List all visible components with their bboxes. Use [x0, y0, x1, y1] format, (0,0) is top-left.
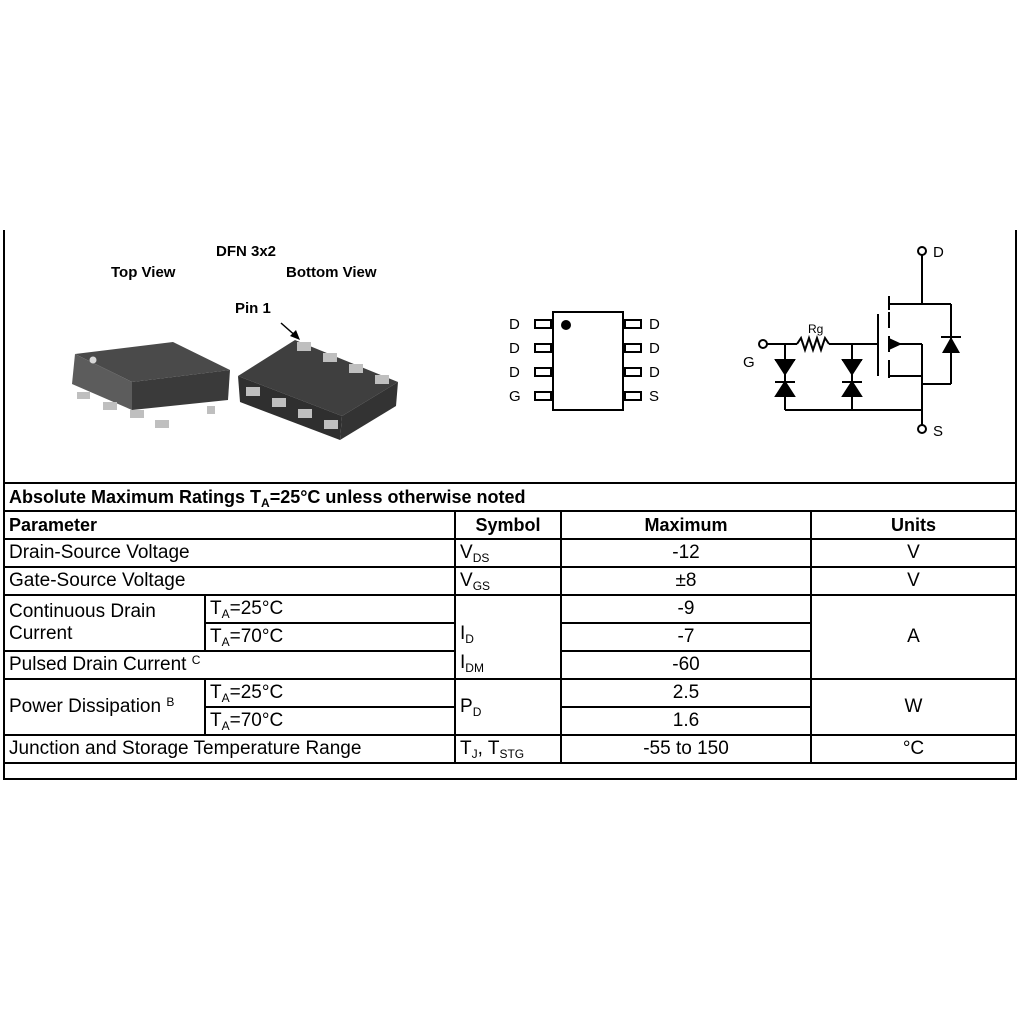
- cond-pd-25: $T_A=25^\circ C$: [205, 679, 455, 707]
- bottom-view-label: Bottom View: [286, 264, 377, 281]
- max-vgs: ±8: [561, 567, 811, 595]
- cond-id-70: $T_A=70^\circ C$: [205, 623, 455, 651]
- param-vds: Drain-Source Voltage: [4, 539, 455, 567]
- table-row: [4, 539, 1016, 567]
- symbol-tj: $T_J$, $T_{STG}$: [455, 735, 561, 763]
- drain-terminal: [918, 247, 926, 255]
- source-terminal: [918, 425, 926, 433]
- max-pd-70: 1.6: [561, 707, 811, 735]
- pin-label-right-1: D: [649, 316, 660, 333]
- gate-terminal: [759, 340, 767, 348]
- unit-vgs: V: [811, 567, 1016, 595]
- param-vgs: Gate-Source Voltage: [4, 567, 455, 595]
- bottom-view-package: [238, 340, 398, 440]
- cond-id-25: $T_A=25^\circ C$: [205, 595, 455, 623]
- pin-label-right-4: S: [649, 388, 660, 405]
- pin-label-left-1: D: [509, 316, 520, 333]
- absolute-maximum-ratings-table: [3, 482, 1017, 764]
- symbol-id: $I_D$ $I_{DM}$: [455, 595, 561, 679]
- unit-vds: V: [811, 539, 1016, 567]
- pin1-label: Pin 1: [235, 300, 271, 317]
- max-pd-25: 2.5: [561, 679, 811, 707]
- mosfet-schematic: [735, 236, 965, 442]
- package-illustration: [60, 318, 410, 443]
- symbol-vgs: $V_{GS}$: [455, 567, 561, 595]
- header-parameter: Parameter: [4, 511, 455, 539]
- table-row: [4, 735, 1016, 763]
- param-id: Continuous Drain Current: [4, 595, 205, 651]
- header-units: Units: [811, 511, 1016, 539]
- header-symbol: Symbol: [455, 511, 561, 539]
- cond-pd-70: $T_A=70^\circ C$: [205, 707, 455, 735]
- pin-label-right-2: D: [649, 340, 660, 357]
- pin-label-left-4: G: [509, 388, 521, 405]
- param-tj: Junction and Storage Temperature Range: [4, 735, 455, 763]
- param-idm: Pulsed Drain Current $^C$: [4, 651, 455, 679]
- max-tj: -55 to 150: [561, 735, 811, 763]
- symbol-pd: $P_D$: [455, 679, 561, 735]
- pin1-marker: [561, 320, 571, 330]
- table-row: [4, 679, 1016, 707]
- unit-id: A: [811, 595, 1016, 679]
- param-pd: Power Dissipation $^B$: [4, 679, 205, 735]
- gate-label: G: [743, 354, 755, 371]
- top-view-package: [72, 342, 230, 428]
- source-label: S: [933, 423, 944, 440]
- symbol-vds: $V_{DS}$: [455, 539, 561, 567]
- drain-label: D: [933, 244, 944, 261]
- table-title: Absolute Maximum Ratings $T_A=25^\circ C$ unless otherwise noted: [4, 483, 1016, 511]
- pin-label-right-3: D: [649, 364, 660, 381]
- pin1-dot: [90, 357, 97, 364]
- max-id-25: -9: [561, 595, 811, 623]
- table-row: [4, 567, 1016, 595]
- unit-pd: W: [811, 679, 1016, 735]
- top-view-label: Top View: [111, 264, 176, 281]
- max-id-70: -7: [561, 623, 811, 651]
- package-name: DFN 3x2: [216, 243, 277, 260]
- resistor-label: Rg: [808, 322, 824, 336]
- max-vds: -12: [561, 539, 811, 567]
- max-idm: -60: [561, 651, 811, 679]
- unit-tj: °C: [811, 735, 1016, 763]
- table-row: [4, 595, 1016, 623]
- header-maximum: Maximum: [561, 511, 811, 539]
- pinout-diagram: [500, 306, 670, 416]
- pin-label-left-3: D: [509, 364, 520, 381]
- pin-label-left-2: D: [509, 340, 520, 357]
